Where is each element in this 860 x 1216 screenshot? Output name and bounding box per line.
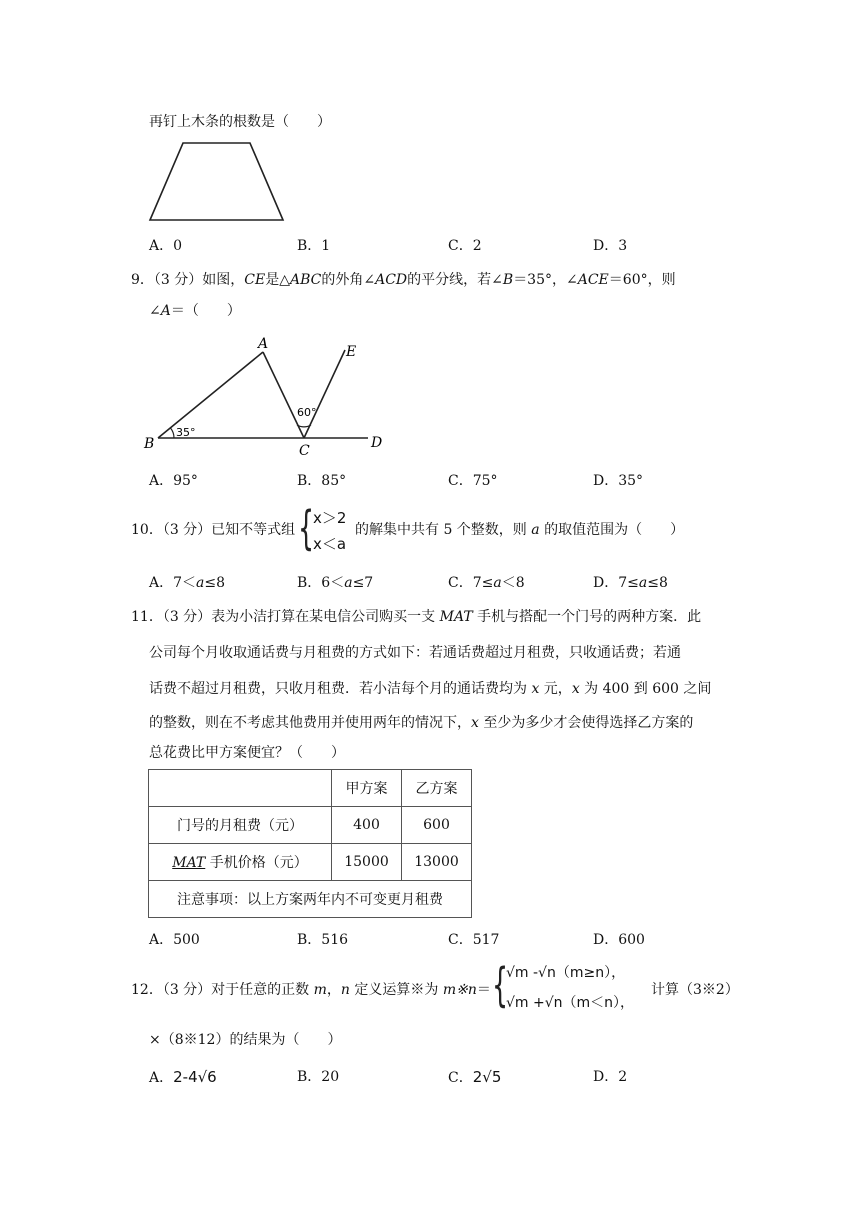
table-note: 注意事项：以上方案两年内不可变更月租费 [149,881,472,918]
q10-system-row2: x＜a [313,535,347,553]
triangle-angle-figure [140,334,400,460]
table-cell: 15000 [332,844,402,881]
q9-stem-line1: 9．（3 分）如图，CE是△ABC的外角∠ACD的平分线，若∠B＝35°，∠ACE＝60°，则 [131,272,676,288]
angle-label-b: 35° [176,426,196,439]
trapezoid-figure [140,138,300,226]
angle-arc-c [297,425,311,427]
line-ba [158,352,263,438]
table-header-plan-a: 甲方案 [332,770,402,807]
q12-stem-line2: ×（8※12）的结果为（ ） [149,1032,342,1048]
q12-option-c: C．2√5 [448,1068,502,1086]
q12-option-b: B．20 [297,1069,340,1085]
angle-arc-b [171,428,175,438]
table-row [149,770,472,807]
q10-option-a: A．7＜a≤8 [149,575,226,591]
q8-option-d: D．3 [593,238,628,254]
plan-table [148,769,472,918]
q12-case1: √m -√n（m≥n）， [506,965,626,981]
q12-stem-pre: 12．（3 分）对于任意的正数 m，n 定义运算※为 m※n＝ [131,982,491,998]
table-cell: 600 [402,807,472,844]
table-row [149,844,472,881]
table-row [149,807,472,844]
trapezoid-shape [150,143,283,220]
q11-option-c: C．517 [448,932,500,948]
label-c: C [299,443,310,459]
q9-option-a: A．95° [149,473,198,489]
q8-option-a: A．0 [149,238,183,254]
q9-option-d: D．35° [593,473,644,489]
table-cell-empty [149,770,332,807]
q12-stem-post: 计算（3※2） [651,982,739,998]
q10-system-brace: { [298,501,315,555]
table-cell: 13000 [402,844,472,881]
q10-stem-post: 的解集中共有 5 个整数，则 a 的取值范围为（ ） [355,522,685,538]
table-row-label-price: MAT 手机价格（元） [149,844,332,881]
q12-number: 12． [131,982,163,998]
q10-stem-pre: 10．（3 分）已知不等式组 [131,522,296,538]
q11-stem-line2: 公司每个月收取通话费与月租费的方式如下：若通话费超过月租费，只收通话费；若通 [149,645,681,661]
label-e: E [346,344,357,360]
q8-stem-tail: 再钉上木条的根数是（ ） [149,114,331,130]
q11-option-d: D．600 [593,932,645,948]
table-cell: 400 [332,807,402,844]
q10-option-b: B．6＜a≤7 [297,575,374,591]
q11-stem-line5: 总花费比甲方案便宜？（ ） [149,745,345,761]
q9-stem-line2: ∠A＝（ ） [149,303,241,319]
q10-option-d: D．7≤a≤8 [593,575,668,591]
q10-system-row1: x＞2 [313,509,347,527]
q10-option-c: C．7≤a＜8 [448,575,525,591]
q11-number: 11． [131,609,163,625]
q12-option-a: A．2-4√6 [149,1068,217,1086]
label-a: A [258,336,269,352]
q11-option-b: B．516 [297,932,349,948]
q11-stem-line4: 的整数，则在不考虑其他费用并使用两年的情况下，x 至少为多少才会使得选择乙方案的 [149,715,694,731]
q12-cases-brace: { [492,958,509,1012]
q11-stem-line1: 11．（3 分）表为小洁打算在某电信公司购买一支 MAT 手机与搭配一个门号的两种方案．此 [131,609,702,625]
label-d: D [371,435,383,451]
q12-option-d: D．2 [593,1069,628,1085]
q11-stem-line3: 话费不超过月租费，只收月租费．若小洁每个月的通话费均为 x 元，x 为 400 到 600 之间 [149,681,712,697]
table-row [149,881,472,918]
q12-case2: √m +√n（m＜n）， [506,995,635,1011]
table-row-label-rent: 门号的月租费（元） [149,807,332,844]
q8-option-c: C．2 [448,238,482,254]
q11-option-a: A．500 [149,932,200,948]
q9-option-c: C．75° [448,473,498,489]
q9-option-b: B．85° [297,473,347,489]
q10-number: 10． [131,522,163,538]
angle-label-c: 60° [297,406,317,419]
label-b: B [144,436,155,452]
q9-number: 9． [131,272,154,288]
q8-option-b: B．1 [297,238,331,254]
table-header-plan-b: 乙方案 [402,770,472,807]
